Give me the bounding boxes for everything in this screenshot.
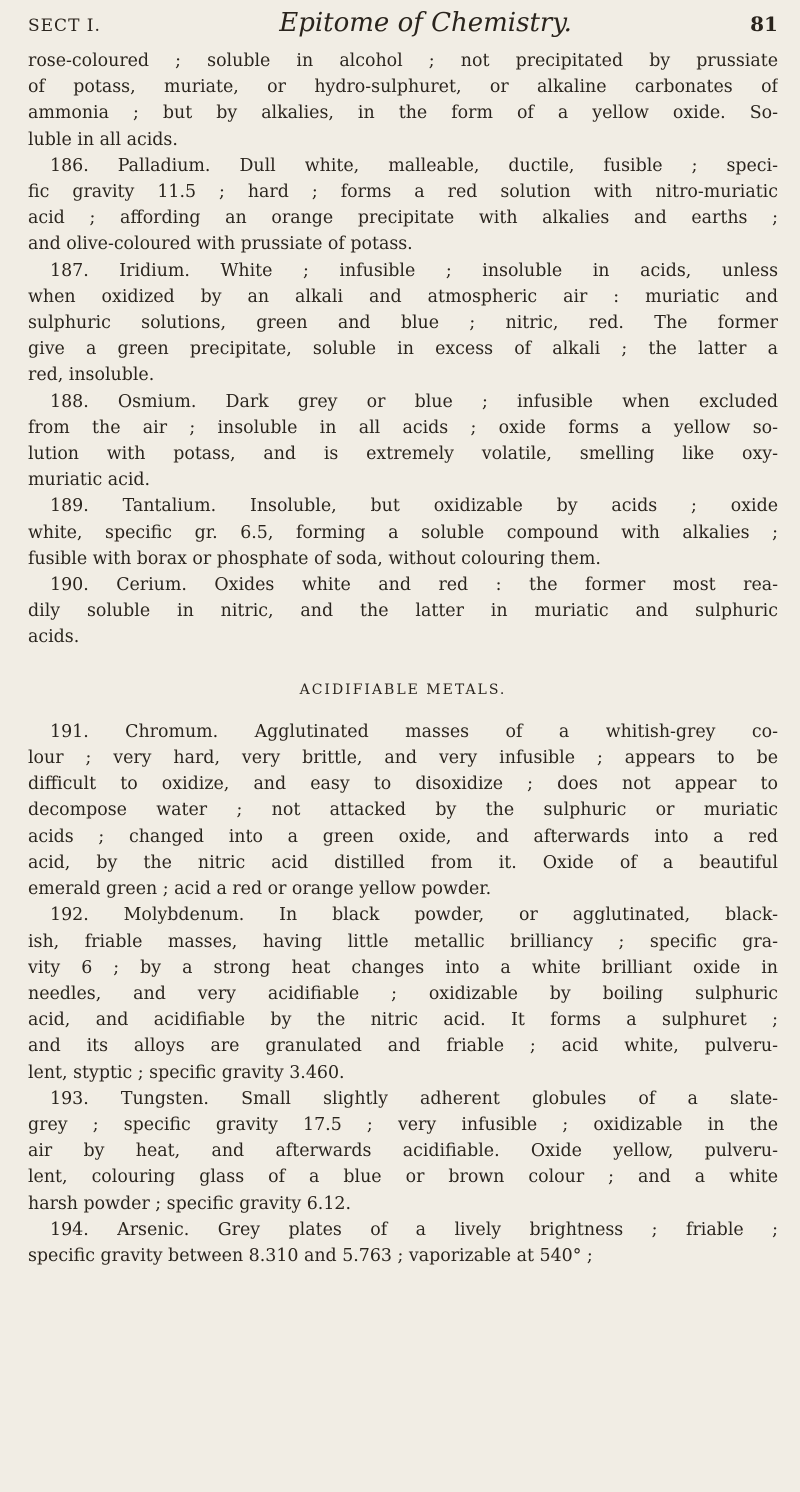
- text-line: decompose water ; not attacked by the sulphuric or muriatic: [28, 800, 778, 821]
- paragraph-191-chromum: [28, 719, 778, 902]
- text-line: 192. Molybdenum. In black powder, or agglutinated, black-: [50, 905, 778, 926]
- paragraph-187-iridium: [28, 258, 778, 389]
- text-line: rose-coloured ; soluble in alcohol ; not precipitated by prussiate: [28, 51, 778, 71]
- text-line: specific gravity between 8.310 and 5.763 ; vaporizable at 540° ;: [28, 1245, 593, 1266]
- paragraph-192-molybdenum: [28, 902, 778, 1085]
- text-line: acid ; affording an orange precipitate with alkalies and earths ;: [28, 208, 778, 229]
- paragraph-188-osmium: [28, 389, 778, 494]
- text-line: of potass, muriate, or hydro-sulphuret, or alkaline carbonates of: [28, 77, 778, 98]
- text-line: 193. Tungsten. Small slightly adherent globules of a slate-: [50, 1088, 778, 1109]
- text-line: 191. Chromum. Agglutinated masses of a whitish-grey co-: [50, 721, 778, 742]
- text-line: needles, and very acidifiable ; oxidizable by boiling sulphuric: [28, 983, 778, 1004]
- paragraph-193-tungsten: [28, 1086, 778, 1217]
- text-line: luble in all acids.: [28, 129, 178, 150]
- page-body: [28, 48, 778, 1269]
- section-label: SECT I.: [28, 16, 101, 36]
- text-line: acid, by the nitric acid distilled from it. Oxide of a beautiful: [28, 852, 778, 873]
- text-line: lent, colouring glass of a blue or brown colour ; and a white: [28, 1167, 778, 1188]
- text-line: air by heat, and afterwards acidifiable. Oxide yellow, pulveru-: [28, 1141, 778, 1162]
- text-line: red, insoluble.: [28, 365, 155, 386]
- text-line: acids.: [28, 627, 80, 648]
- text-line: lour ; very hard, very brittle, and very infusible ; appears to be: [28, 748, 778, 769]
- text-line: lution with potass, and is extremely volatile, smelling like oxy-: [28, 444, 778, 465]
- text-line: 186. Palladium. Dull white, malleable, ductile, fusible ; speci-: [50, 155, 778, 176]
- text-line: white, specific gr. 6.5, forming a soluble compound with alkalies ;: [28, 522, 778, 543]
- text-line: 189. Tantalium. Insoluble, but oxidizable by acids ; oxide: [50, 496, 778, 517]
- text-line: lent, styptic ; specific gravity 3.460.: [28, 1062, 345, 1083]
- text-line: 188. Osmium. Dark grey or blue ; infusible when excluded: [50, 391, 778, 412]
- text-line: ish, friable masses, having little metallic brilliancy ; specific gra-: [28, 931, 778, 952]
- text-line: vity 6 ; by a strong heat changes into a white brilliant oxide in: [28, 957, 778, 978]
- text-line: muriatic acid.: [28, 470, 151, 491]
- text-line: acids ; changed into a green oxide, and afterwards into a red: [28, 826, 778, 847]
- text-line: from the air ; insoluble in all acids ; oxide forms a yellow so-: [28, 417, 778, 438]
- text-line: emerald green ; acid a red or orange yellow powder.: [28, 879, 492, 900]
- text-line: give a green precipitate, soluble in excess of alkali ; the latter a: [28, 339, 778, 360]
- paragraph-continuation: [28, 48, 778, 153]
- text-line: acid, and acidifiable by the nitric acid. It forms a sulphuret ;: [28, 1010, 778, 1031]
- paragraph-186-palladium: [28, 153, 778, 258]
- text-line: sulphuric solutions, green and blue ; nitric, red. The former: [28, 313, 778, 334]
- text-line: 194. Arsenic. Grey plates of a lively brightness ; friable ;: [50, 1219, 778, 1240]
- running-title: Epitome of Chemistry.: [279, 8, 572, 38]
- text-line: 190. Cerium. Oxides white and red : the former most rea-: [50, 575, 778, 596]
- text-line: ammonia ; but by alkalies, in the form of a yellow oxide. So-: [28, 103, 778, 124]
- running-header: [28, 8, 778, 48]
- page-number: 81: [750, 12, 778, 36]
- text-line: fic gravity 11.5 ; hard ; forms a red solution with nitro-muriatic: [28, 182, 778, 203]
- text-line: fusible with borax or phosphate of soda, without colouring them.: [28, 548, 601, 569]
- section-heading: ACIDIFIABLE METALS.: [299, 681, 507, 698]
- text-line: 187. Iridium. White ; infusible ; insoluble in acids, unless: [50, 260, 778, 281]
- paragraph-189-tantalium: [28, 493, 778, 572]
- paragraph-190-cerium: [28, 572, 778, 651]
- text-line: and olive-coloured with prussiate of potass.: [28, 234, 413, 255]
- text-line: when oxidized by an alkali and atmospheric air : muriatic and: [28, 286, 778, 307]
- text-line: and its alloys are granulated and friable ; acid white, pulveru-: [28, 1036, 778, 1057]
- text-line: difficult to oxidize, and easy to disoxidize ; does not appear to: [28, 774, 778, 795]
- text-line: grey ; specific gravity 17.5 ; very infusible ; oxidizable in the: [28, 1114, 778, 1135]
- text-line: harsh powder ; specific gravity 6.12.: [28, 1193, 351, 1214]
- text-line: dily soluble in nitric, and the latter in muriatic and sulphuric: [28, 601, 778, 622]
- paragraph-194-arsenic: [28, 1217, 778, 1269]
